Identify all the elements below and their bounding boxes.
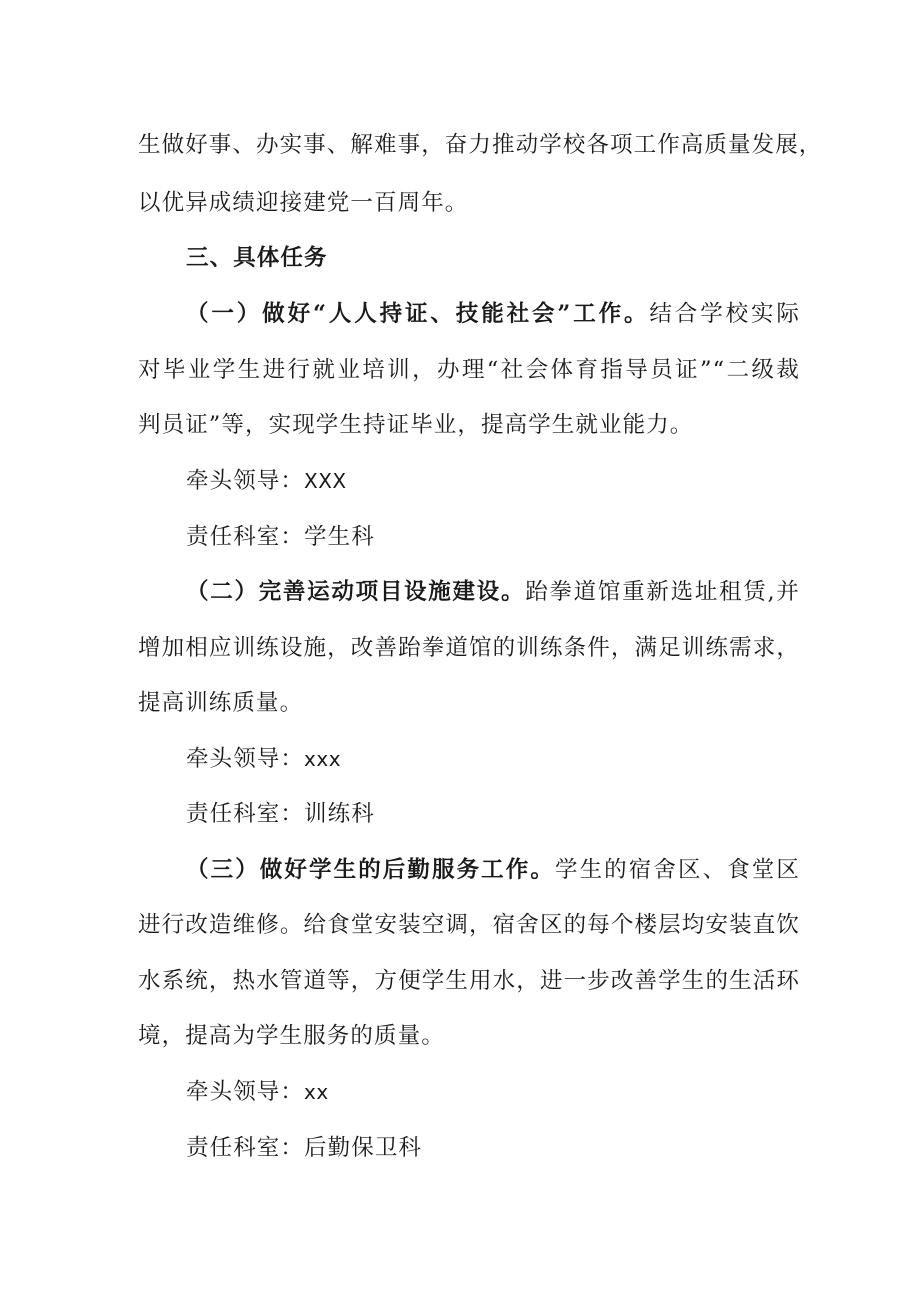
task-2-dept: [186, 799, 375, 829]
task-2-dept-value: 训练科: [304, 801, 375, 827]
task-2-lead-value: xxx: [304, 747, 342, 771]
task-1-line-3: 判员证”等，实现学生持证毕业，提高学生就业能力。: [138, 412, 694, 438]
task-2-dept-label: 责任科室：: [186, 801, 305, 827]
task-3-lead-value: xx: [304, 1080, 329, 1104]
task-3-dept: [186, 1133, 422, 1163]
task-1-dept-label: 责任科室：: [186, 524, 305, 550]
task-3-lead: [186, 1077, 329, 1107]
task-2-title: （二）完善运动项目设施建设。: [186, 579, 526, 605]
task-1-dept-value: 学生科: [304, 524, 375, 550]
task-1-lead-value: XXX: [304, 469, 347, 493]
task-3-title: （三）做好学生的后勤服务工作。: [186, 857, 555, 883]
task-1-line-2: 对毕业学生进行就业培训，办理“社会体育指导员证”“二级裁: [138, 357, 800, 383]
task-3-line-3: 水系统，热水管道等，方便学生用水，进一步改善学生的生活环: [138, 968, 800, 994]
task-2-line-2: 增加相应训练设施，改善跆拳道馆的训练条件，满足训练需求，: [138, 635, 800, 661]
task-3-text: 学生的宿舍区、食堂区: [554, 857, 800, 883]
task-2-line-3: 提高训练质量。: [138, 690, 304, 716]
task-2-first-line: [186, 577, 800, 607]
task-1-text: 结合学校实际: [649, 301, 800, 327]
intro-line-1: 生做好事、办实事、解难事，奋力推动学校各项工作高质量发展，: [138, 132, 823, 158]
task-3-lead-label: 牵头领导：: [186, 1079, 305, 1105]
intro-line-2: 以优异成绩迎接建党一百周年。: [138, 190, 469, 216]
task-1-title: （一）做好“人人持证、技能社会”工作。: [186, 301, 650, 327]
task-1-lead: [186, 466, 347, 496]
task-1-dept: [186, 522, 375, 552]
task-3-first-line: [186, 855, 800, 885]
task-3-dept-value: 后勤保卫科: [304, 1135, 423, 1161]
task-3-line-4: 境，提高为学生服务的质量。: [138, 1023, 445, 1049]
task-3-line-2: 进行改造维修。给食堂安装空调，宿舍区的每个楼层均安装直饮: [138, 912, 800, 938]
task-1-first-line: [186, 299, 800, 329]
task-2-text: 跆拳道馆重新选址租赁,并: [525, 579, 800, 605]
section-heading: 三、具体任务: [186, 245, 328, 271]
task-3-dept-label: 责任科室：: [186, 1135, 305, 1161]
task-2-lead-label: 牵头领导：: [186, 746, 305, 772]
task-2-lead: [186, 744, 341, 774]
task-1-lead-label: 牵头领导：: [186, 468, 305, 494]
